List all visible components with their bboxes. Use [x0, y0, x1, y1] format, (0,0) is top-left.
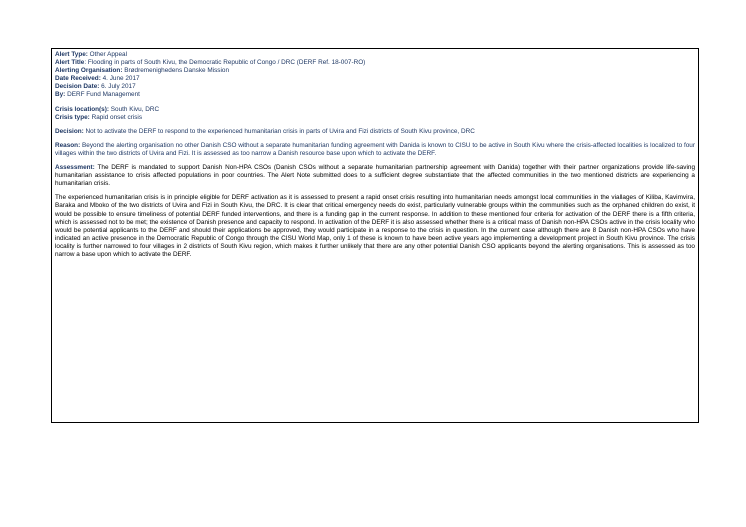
- field-value: : Flooding in parts of South Kivu, the Democratic Republic of Congo / DRC (DERF Ref. 18-007-RO): [84, 59, 366, 67]
- field-label: Alert Type:: [55, 51, 88, 58]
- date-received-line: [55, 75, 695, 83]
- field-label: By:: [55, 91, 66, 99]
- field-value: DERF Fund Management: [65, 91, 140, 99]
- field-label: Date Received:: [55, 75, 101, 83]
- alert-title-line: [55, 59, 695, 67]
- field-value: Other Appeal: [87, 51, 127, 58]
- reason-label: Reason:: [55, 141, 81, 149]
- assessment-paragraph: [55, 164, 695, 188]
- decision-text: Not to activate the DERF to respond to the experienced humanitarian crisis in parts of Uvira and Fizi districts of South Kivu province, DRC: [83, 127, 475, 135]
- field-value: South Kivu, DRC: [108, 105, 160, 113]
- field-value: 6. July 2017: [99, 83, 136, 91]
- field-label: Crisis type:: [55, 113, 90, 121]
- by-line: [55, 91, 695, 99]
- field-label: Crisis location(s):: [55, 105, 109, 113]
- field-value: 4. June 2017: [100, 75, 140, 83]
- reason-text: Beyond the alerting organisation no other Danish CSO without a separate humanitarian funding agreement with Danida is known to CISU to be active in South Kivu where the crisis-affected localities is localized to four villages within the two districts of Uvira and Fizi. It is assessed as too narrow a Danish resource base upon which to activate the DERF.: [55, 141, 695, 157]
- field-label: Alerting Organisation:: [55, 67, 123, 75]
- alerting-organisation-line: [55, 67, 695, 75]
- crisis-location-line: [55, 106, 695, 114]
- alert-note-box: [51, 48, 699, 423]
- alert-type-line: [55, 51, 695, 59]
- assessment-label: Assessment:: [55, 164, 95, 172]
- crisis-type-line: [55, 114, 695, 122]
- field-label: Decision Date:: [55, 83, 100, 91]
- eligibility-paragraph: The experienced humanitarian crisis is in principle eligible for DERF activation as it is assessed to present a rapid onset crisis resulting into humanitarian needs amongst local communities in the viallages of Kiliba, Kavimvira, Baraka and Mboko of the two districts of Uvira and Fizi in South Kivu, the DRC. It is clear that critical emergency needs do exist, particularly vulnerable groups within the communities such as the orphaned children do exist, it would be possible to ensure timeliness of potential DERF funded interventions, and there is a funding gap in the current response. In addition to these mentioned four criteria for activation of the DERF there is a fifth criteria, which is assessed not to be met; the existence of Danish presence and capacity to respond. In activation of the DERF it is also assessed whether there is a critical mass of Danish non-HPA CSOs active in the crisis locality who would be potential applicants to the DERF and should their applications be approved, they would participate in a response to the crisis in question. In the current case although there are 8 Danish non-HPA CSOs who have indicated an active presence in the Democratic Republic of Congo through the CISU World Map, only 1 of these is known to have been active years ago implementing a development project in South Kivu province. The crisis locality is further narrowed to four villages in 2 districts of South Kivu region, which makes it further unlikely that there are any other potential Danish CSO applicants beyond the alerting organisations. This is assessed as too narrow a base upon which to activate the DERF.: [55, 194, 695, 258]
- decision-label: Decision:: [55, 127, 84, 135]
- assessment-text: The DERF is mandated to support Danish Non-HPA CSOs (Danish CSOs without a separate humanitarian partnership agreement with Danida) together with their partner organizations provide life-saving humanitarian assistance to crisis affected populations in poor countries. The Alert Note submitted does to a sufficient degree substantiate that the affected communities in the two mentioned districts are experiencing a humanitarian crisis.: [55, 164, 695, 188]
- field-value: Brødremenighedens Danske Mission: [122, 67, 230, 75]
- reason-paragraph: [55, 142, 695, 158]
- decision-paragraph: [55, 128, 695, 136]
- field-value: Rapid onset crisis: [89, 113, 143, 121]
- field-label: Alert Title: [55, 59, 85, 67]
- decision-date-line: [55, 83, 695, 91]
